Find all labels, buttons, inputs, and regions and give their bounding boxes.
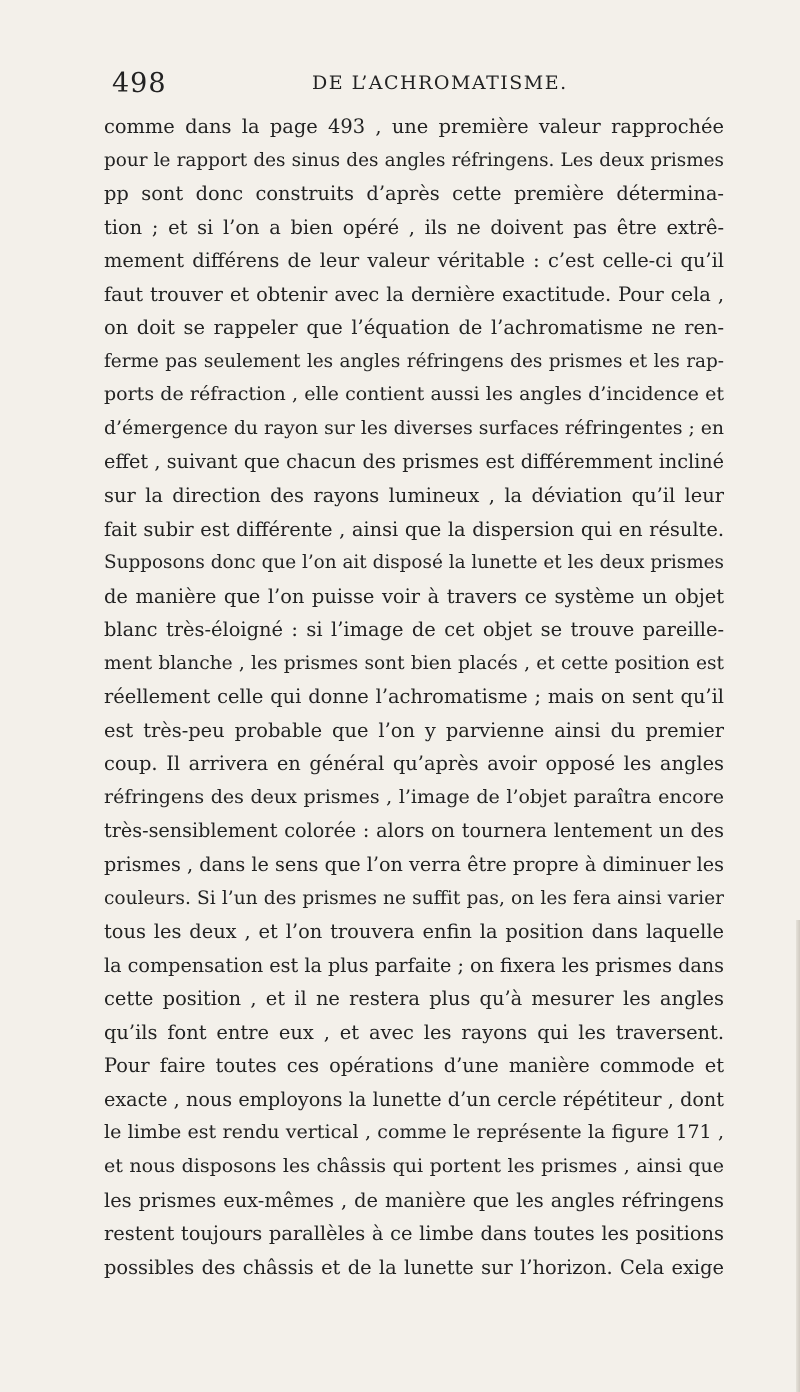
text-line: restent toujours parallèles à ce limbe dans toutes les positions (104, 1222, 724, 1246)
text-line: ment blanche , les prismes sont bien placés , et cette position est (104, 652, 724, 674)
text-line: réfringens des deux prismes , l’image de l’objet paraîtra encore (104, 785, 724, 808)
text-line: qu’ils font entre eux , et avec les rayons qui les traversent. (104, 1020, 724, 1044)
text-line: est très-peu probable que l’on y parvienne ainsi du premier (104, 718, 724, 742)
text-line: pp sont donc construits d’après cette première détermina- (104, 182, 724, 206)
text-line: et nous disposons les châssis qui portent les prismes , ainsi que (104, 1154, 724, 1177)
text-line: le limbe est rendu vertical , comme le représente la figure 171 , (104, 1121, 724, 1144)
text-line: comme dans la page 493 , une première valeur rapprochée (104, 115, 724, 138)
text-line: tion ; et si l’on a bien opéré , ils ne doivent pas être extrê- (104, 215, 724, 239)
text-line: on doit se rappeler que l’équation de l’achromatisme ne ren- (104, 316, 724, 340)
text-line: ports de réfraction , elle contient aussi les angles d’incidence et (104, 383, 724, 406)
text-line: mement différens de leur valeur véritable : c’est celle-ci qu’il (104, 249, 724, 273)
text-line: fait subir est différente , ainsi que la dispersion qui en résulte. (104, 517, 724, 541)
text-line: réellement celle qui donne l’achromatisme ; mais on sent qu’il (104, 685, 724, 709)
text-line: très-sensiblement colorée : alors on tournera lentement un des (104, 819, 724, 843)
text-line: cette position , et il ne restera plus qu’à mesurer les angles (104, 987, 724, 1011)
text-line: effet , suivant que chacun des prismes est différemment incliné (104, 450, 724, 474)
text-line: Pour faire toutes ces opérations d’une manière commode et (104, 1054, 724, 1078)
text-line: coup. Il arrivera en général qu’après avoir opposé les angles (104, 752, 724, 776)
text-line: d’émergence du rayon sur les diverses surfaces réfringentes ; en (104, 417, 724, 439)
running-head: DE L’ACHROMATISME. (312, 72, 568, 94)
text-line: de manière que l’on puisse voir à travers ce système un objet (104, 584, 724, 608)
text-line: exacte , nous employons la lunette d’un cercle répétiteur , dont (104, 1087, 724, 1111)
text-line: ferme pas seulement les angles réfringens des prismes et les rap- (104, 350, 724, 372)
text-line: la compensation est la plus parfaite ; on fixera les prismes dans (104, 953, 724, 977)
text-line: sur la direction des rayons lumineux , la déviation qu’il leur (104, 484, 724, 508)
text-line: pour le rapport des sinus des angles réfringens. Les deux prismes (104, 149, 724, 171)
text-line: faut trouver et obtenir avec la dernière exactitude. Pour cela , (104, 282, 724, 306)
text-line: les prismes eux-mêmes , de manière que les angles réfringens (104, 1188, 724, 1212)
text-line: Supposons donc que l’on ait disposé la lunette et les deux prismes (104, 552, 724, 574)
page-edge-shadow (796, 920, 800, 1392)
text-line: prismes , dans le sens que l’on verra être propre à diminuer les (104, 853, 724, 877)
text-line: tous les deux , et l’on trouvera enfin la position dans laquelle (104, 920, 724, 944)
body-text (104, 110, 724, 1284)
page-header (112, 68, 720, 104)
text-line: possibles des châssis et de la lunette sur l’horizon. Cela exige (104, 1255, 724, 1279)
text-line: couleurs. Si l’un des prismes ne suffit pas, on les fera ainsi varier (104, 887, 724, 909)
text-line: blanc très-éloigné : si l’image de cet objet se trouve pareille- (104, 618, 724, 642)
page-number: 498 (112, 68, 167, 99)
